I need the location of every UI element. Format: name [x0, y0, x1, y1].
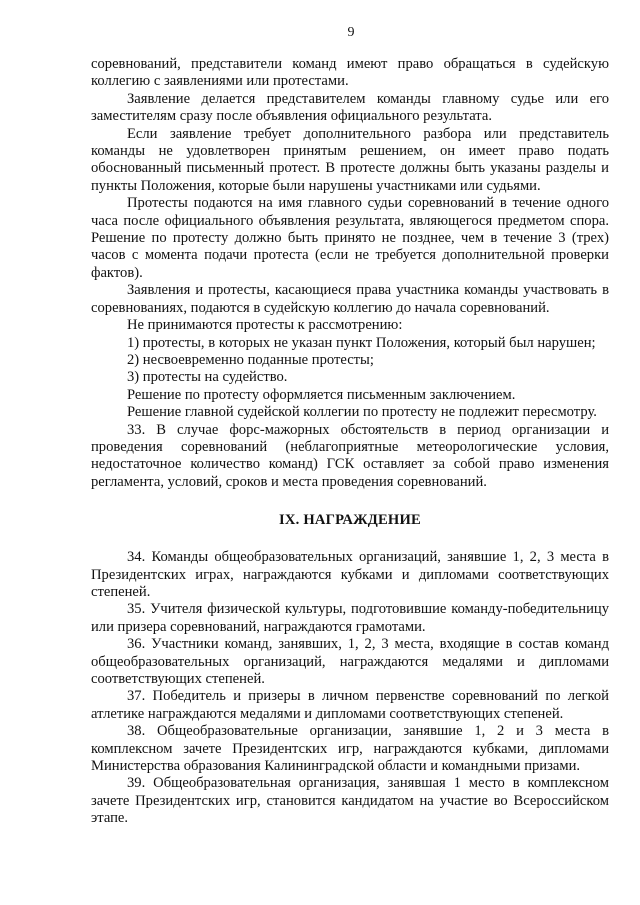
- paragraph-item-39: 39. Общеобразовательная организация, занявшая 1 место в комплексном зачете Президентских игр, становится кандидатом на участие во Всероссийском этапе.: [91, 775, 609, 827]
- paragraph-item-37: 37. Победитель и призеры в личном первенстве соревнований по легкой атлетике награждаются медалями и дипломами соответствующих степеней.: [91, 688, 609, 722]
- paragraph-decision-form: Решение по протесту оформляется письменным заключением.: [127, 386, 516, 403]
- paragraph-item-34: 34. Команды общеобразовательных организаций, занявшие 1, 2, 3 места в Президентских играх, награждаются кубками и дипломами соответствующих степеней.: [91, 549, 609, 600]
- text-block-after-section: [91, 549, 609, 828]
- text-block-before-section: [91, 56, 609, 491]
- paragraph-statement: Заявление делается представителем команды главному судье или его заместителям сразу после объявления официального результата.: [91, 90, 609, 125]
- paragraph-participation-protest: Заявления и протесты, касающиеся права участника команды участвовать в соревнованиях, подаются в судейскую коллегию до начала соревнований.: [91, 282, 609, 316]
- list-item-2: 2) несвоевременно поданные протесты;: [127, 351, 374, 368]
- page-number: 9: [347, 25, 355, 40]
- section-heading: IX. НАГРАЖДЕНИЕ: [279, 512, 421, 529]
- paragraph-decision-final: Решение главной судейской коллегии по протесту не подлежит пересмотру.: [127, 404, 597, 421]
- paragraph-written-protest: Если заявление требует дополнительного разбора или представитель команды не удовлетворен принятым решением, он имеет право подать обоснованный письменный протест. В протесте должны быть указаны разделы и пункты Положения, которые были нарушены участниками или судьями.: [91, 125, 609, 194]
- paragraph-not-accepted: Не принимаются протесты к рассмотрению:: [127, 317, 403, 334]
- paragraph-continuation: соревнований, представители команд имеют право обращаться в судейскую коллегию с заявлениями или протестами.: [91, 56, 609, 90]
- list-item-1: 1) протесты, в которых не указан пункт Положения, который был нарушен;: [127, 334, 596, 351]
- document-page: [91, 24, 609, 828]
- paragraph-item-35: 35. Учителя физической культуры, подготовившие команду-победительницу или призера соревнований, награждаются грамотами.: [91, 601, 609, 635]
- paragraph-protest-deadline: Протесты подаются на имя главного судьи соревнований в течение одного часа после официального объявления результата, являющегося предметом спора. Решение по протесту должно быть принято не позднее, чем в течение 3 (трех) часов с момента подачи протеста (если не требуется дополнительной проверки фактов).: [91, 195, 609, 281]
- paragraph-item-33: 33. В случае форс-мажорных обстоятельств в период организации и проведения соревнований (неблагоприятные метеорологические условия, недостаточное количество команд) ГСК оставляет за собой право изменения регламента, условий, сроков и места проведения соревнований.: [91, 421, 609, 490]
- paragraph-item-38: 38. Общеобразовательные организации, занявшие 1, 2 и 3 места в комплексном зачете Президентских игр, награждаются кубками, дипломами Министерства образования Калининградской области и командными призами.: [91, 723, 609, 775]
- list-item-3: 3) протесты на судейство.: [127, 369, 288, 386]
- paragraph-item-36: 36. Участники команд, занявших, 1, 2, 3 места, входящие в состав команд общеобразовательных организаций, награждаются медалями и дипломами соответствующих степеней.: [91, 636, 609, 687]
